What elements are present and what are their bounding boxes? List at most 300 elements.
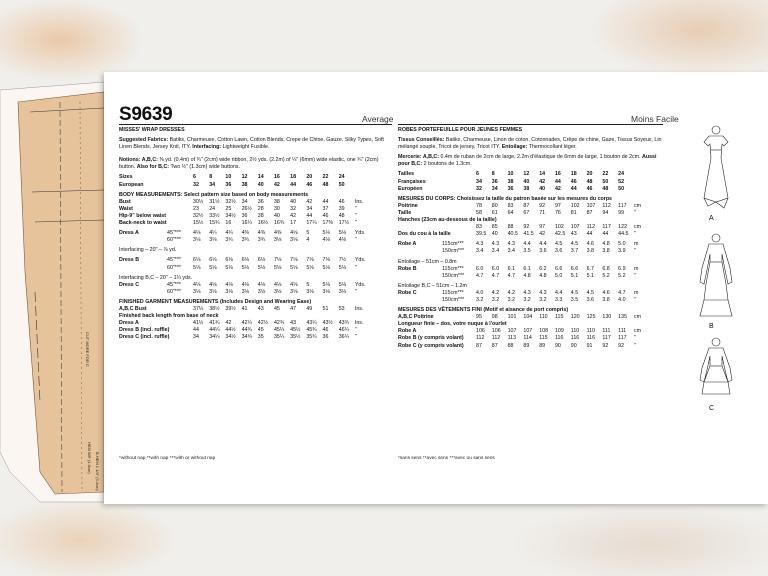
cell-value: 7⅛ <box>273 257 282 264</box>
cell-value: 44 <box>306 212 313 219</box>
cell-value: 14 <box>539 171 546 178</box>
length-row <box>398 328 652 335</box>
row-label <box>398 273 442 280</box>
cell-value: 40 <box>290 198 297 205</box>
row-label: European <box>119 181 144 188</box>
cell-value: 4⅛ <box>209 281 217 288</box>
en-footnote: *without nap **with nap ***with or without nap <box>119 456 216 461</box>
hips-row <box>398 224 652 231</box>
fr-fabrics: Tissus Conseillés: Batiks, Charmeuse, Linon de coton, Cotonnades, Crêpe de chine, Gaze, Tissus Soyeux, Lin mélangé souple, Tricot de jersey, Tricot ITY. Entoilage: Thermocollant léger. <box>398 137 662 151</box>
cell-value: 14 <box>257 174 264 181</box>
pattern-number: S9639 <box>119 104 173 125</box>
row-sub: 60"*** <box>167 264 181 271</box>
cell-value: 97 <box>554 202 561 209</box>
cell-value: 50 <box>602 178 609 185</box>
cell-value: 34½ <box>225 212 236 219</box>
view-b-dress <box>700 234 732 316</box>
cell-value: 40 <box>491 231 498 238</box>
cell-value: 115 <box>539 335 548 342</box>
cell-value: 3¾ <box>257 237 266 244</box>
cell-value: 17½ <box>338 220 349 227</box>
cell-value: 78 <box>476 202 482 209</box>
row-label: Dress C (incl. ruffle) <box>119 334 170 341</box>
cell-value: 3.6 <box>586 296 594 303</box>
row-label: Européen <box>398 185 423 192</box>
cell-value: 5⅛ <box>322 230 330 237</box>
body-row <box>398 203 652 210</box>
cell-value: 50 <box>618 185 625 192</box>
cell-value: 51 <box>322 305 329 312</box>
row-label: Dress A <box>119 230 139 237</box>
row-sub <box>442 179 476 186</box>
fr-notions: Mercerie: A,B,C: 0.4m de ruban de 2cm de large, 2.2m d'élastique de 6mm de large, 1 bouton de 2cm. Aussi pour B,C: 2 boutons de 1.3cm. <box>398 154 657 168</box>
cell-value: 46 <box>570 178 577 185</box>
view-b-label: B <box>709 323 714 330</box>
cell-value: 16¼ <box>241 220 252 227</box>
cell-value: 107 <box>570 224 580 231</box>
yardage-row <box>119 257 373 264</box>
en-size-table <box>119 174 373 188</box>
row-label <box>119 237 167 244</box>
row-unit: Yds. <box>354 230 366 237</box>
cell-value: 48 <box>602 185 609 192</box>
cell-value: 83 <box>476 224 482 231</box>
cell-value: 38 <box>257 212 264 219</box>
cell-value: 135 <box>618 314 628 321</box>
cell-value: 18 <box>290 174 297 181</box>
cell-value: 39½ <box>225 305 236 312</box>
cell-value: 39 <box>338 205 345 212</box>
cell-value: 4⅛ <box>241 281 249 288</box>
cell-value: 6.0 <box>491 265 500 272</box>
cell-value: 42 <box>539 231 546 238</box>
cell-value: 44¼ <box>209 327 220 334</box>
row-unit: cm <box>633 328 642 335</box>
cell-value: 5⅛ <box>338 281 347 288</box>
cell-value: 4.8 <box>602 241 610 248</box>
row-label: Waist <box>119 205 133 212</box>
cell-value: 15¾ <box>209 220 220 227</box>
cell-value: 44½ <box>225 327 236 334</box>
cell-value: 5⅛ <box>241 264 249 271</box>
cell-value: 113 <box>507 335 517 342</box>
en-interfacing-a: Interfacing – 20" – ⅞ yd. <box>119 247 177 254</box>
cell-value: 3⅛ <box>225 288 233 295</box>
cell-value: 87 <box>586 209 593 216</box>
en-fabrics: Suggested Fabrics: Batiks, Charmeuse, Cotton Lawn, Cotton Blends, Crepe de Chine, Gauze, Silky Types, Soft Linen Blends, Jersey Knit, ITY. Interfacing: Lightweight Fusible. <box>119 137 384 151</box>
en-title: MISSES' WRAP DRESSES <box>119 127 185 133</box>
cell-value: 45¼ <box>273 327 285 334</box>
cell-value: 36 <box>491 178 498 185</box>
cell-value: 46 <box>322 327 329 334</box>
cell-value: 87 <box>476 342 482 349</box>
row-label: Françaises <box>398 178 426 185</box>
fr-title: ROBES PORTEFEUILLE POUR JEUNES FEMMES <box>398 127 523 133</box>
cell-value: 3⅛ <box>273 288 282 295</box>
length-row <box>119 320 373 327</box>
cell-value: 3⅛ <box>241 288 249 295</box>
level-en: Average <box>362 114 394 124</box>
cell-value: 7⅛ <box>306 257 314 264</box>
cell-value: 88 <box>507 342 514 349</box>
cell-value: 112 <box>491 335 501 342</box>
row-unit <box>355 182 373 189</box>
cell-value: 45¾ <box>306 327 317 334</box>
cell-value: 41½ <box>193 320 204 327</box>
cell-value: 36 <box>507 185 514 192</box>
cell-value: 5⅛ <box>322 264 330 271</box>
fr-body-table <box>398 203 652 238</box>
cell-value: 6 <box>193 174 196 181</box>
yardage-row <box>398 241 652 248</box>
pattern-envelope-back <box>104 72 768 504</box>
cell-value: 42¾ <box>273 320 285 327</box>
en-body-title: BODY MEASUREMENTS: Select pattern size based on body measurements <box>119 191 309 198</box>
cell-value: 6⅛ <box>225 257 233 264</box>
cell-value: 44 <box>602 231 609 238</box>
cell-value: 16½ <box>257 220 269 227</box>
cell-value: 5.2 <box>602 272 610 279</box>
en-dress-c-table <box>119 282 373 296</box>
cell-value: 102 <box>554 224 564 231</box>
cell-value: 38 <box>241 181 248 188</box>
row-label: Robe A <box>398 241 417 248</box>
cell-value: 5 <box>306 230 310 237</box>
cell-value: 94 <box>602 209 609 216</box>
row-unit: cm <box>633 224 642 231</box>
cell-value: 106 <box>476 328 485 335</box>
cell-value: 4⅛ <box>290 230 298 237</box>
cell-value: 107 <box>586 202 596 209</box>
row-sub: 60"*** <box>167 288 181 295</box>
cell-value: 44.5 <box>618 231 629 238</box>
french-row <box>398 179 652 186</box>
cell-value: 3.8 <box>586 248 594 255</box>
cell-value: 110 <box>586 328 596 335</box>
cell-value: 40 <box>539 185 546 192</box>
cell-value: 34 <box>193 334 199 341</box>
cell-value: 30½ <box>193 198 204 205</box>
cell-value: 38½ <box>209 305 220 312</box>
row-sub: 115cm*** <box>442 265 464 272</box>
cell-value: 3.3 <box>554 296 563 303</box>
cell-value: 116 <box>570 335 580 342</box>
cell-value: 3.2 <box>476 296 484 303</box>
french-column <box>398 127 663 350</box>
cell-value: 3.8 <box>602 296 610 303</box>
row-sub <box>167 174 193 181</box>
size-row <box>398 171 652 178</box>
cell-value: 5.2 <box>618 272 626 279</box>
cell-value: 87 <box>523 202 530 209</box>
cell-value: 112 <box>602 202 611 209</box>
row-label <box>398 224 476 231</box>
cell-value: 17 <box>290 220 297 227</box>
cell-value: 45 <box>273 305 280 312</box>
row-sub: 45"*** <box>167 230 181 237</box>
cell-value: 34 <box>241 198 248 205</box>
cell-value: 42 <box>539 178 546 185</box>
cell-value: 99 <box>618 209 625 216</box>
cell-value: 4.5 <box>570 289 579 296</box>
back-row <box>398 231 652 238</box>
cell-value: 4⅛ <box>225 281 233 288</box>
row-sub: 115cm*** <box>442 241 464 248</box>
cell-value: 8 <box>491 171 495 178</box>
cell-value: 36 <box>241 212 248 219</box>
en-body-table <box>119 199 373 227</box>
view-c-label: C <box>709 405 715 412</box>
row-label: A,B,C Poitrine <box>398 314 434 321</box>
cell-value: 46 <box>306 181 313 188</box>
cell-value: 4⅜ <box>241 230 249 237</box>
row-unit: " <box>354 334 357 341</box>
cell-value: 87 <box>491 342 498 349</box>
cell-value: 67 <box>523 209 530 216</box>
cell-value: 38 <box>507 178 514 185</box>
cell-value: 5⅛ <box>322 281 330 288</box>
cell-value: 24 <box>338 174 345 181</box>
yardage-row <box>119 230 373 237</box>
yardage-row <box>398 290 652 297</box>
row-unit: Ins. <box>354 305 364 312</box>
cell-value: 5⅛ <box>338 230 347 237</box>
row-unit: " <box>633 209 636 216</box>
cell-value: 16 <box>273 174 280 181</box>
cell-value: 25 <box>225 205 232 212</box>
cell-value: 3.2 <box>539 296 547 303</box>
cell-value: 24 <box>209 205 216 212</box>
cell-value: 4.6 <box>602 289 610 296</box>
en-dress-a-table <box>119 230 373 244</box>
cell-value: 41 <box>241 305 248 312</box>
cell-value: 10 <box>225 174 232 181</box>
cell-value: 3⅛ <box>257 288 266 295</box>
cell-value: 42 <box>290 212 297 219</box>
cell-value: 4⅛ <box>193 230 201 237</box>
length-row <box>398 343 652 350</box>
cell-value: 6 <box>476 171 479 178</box>
cell-value: 35¼ <box>273 334 285 341</box>
row-label: Dos du cou à la taille <box>398 231 451 238</box>
row-unit: " <box>354 288 357 295</box>
cell-value: 47 <box>290 305 297 312</box>
cell-value: 4.3 <box>539 289 547 296</box>
view-a-dress <box>704 126 728 208</box>
cell-value: 95 <box>476 314 482 321</box>
european-row <box>119 182 373 189</box>
cell-value: 4⅛ <box>257 281 266 288</box>
cell-value: 108 <box>539 328 549 335</box>
cell-value: 3⅛ <box>290 288 298 295</box>
cell-value: 42 <box>225 320 232 327</box>
cell-value: 5.1 <box>586 272 594 279</box>
cell-value: 32½ <box>225 198 236 205</box>
yardage-row <box>398 248 652 255</box>
cell-value: 38 <box>523 185 530 192</box>
hips-note: Hanches (23cm au-dessous de la taille) <box>398 217 497 224</box>
cell-value: 31½ <box>209 198 220 205</box>
cell-value: 116 <box>554 335 564 342</box>
cell-value: 3.2 <box>491 296 500 303</box>
cell-value: 107 <box>507 328 517 335</box>
row-unit: " <box>354 220 357 227</box>
cell-value: 4⅛ <box>338 237 347 244</box>
size-row <box>119 174 373 181</box>
cell-value: 92 <box>618 342 625 349</box>
cell-value: 43 <box>257 305 264 312</box>
pattern-label-1: CUT MORE FOR C <box>85 332 90 367</box>
cell-value: 15½ <box>193 220 204 227</box>
row-unit <box>355 174 373 181</box>
cell-value: 110 <box>570 328 580 335</box>
cell-value: 106 <box>491 328 501 335</box>
row-unit: m <box>633 241 639 248</box>
cell-value: 16 <box>225 220 232 227</box>
length-row <box>398 335 652 342</box>
en-back-length-title: Finished back length from base of neck <box>119 313 219 320</box>
row-sub: 60"*** <box>167 237 181 244</box>
row-unit: Yds. <box>354 281 366 288</box>
cell-value: 4⅛ <box>193 281 201 288</box>
cell-value: 110 <box>539 314 548 321</box>
fr-robe-c-table <box>398 290 652 304</box>
cell-value: 35½ <box>290 334 301 341</box>
cell-value: 28 <box>257 205 264 212</box>
row-unit: " <box>633 231 636 238</box>
cell-value: 17⅜ <box>322 220 333 227</box>
row-unit: Ins. <box>354 198 364 205</box>
row-label: Hip-9" below waist <box>119 212 166 219</box>
view-illustrations <box>676 120 756 420</box>
cell-value: 111 <box>618 328 627 335</box>
cell-value: 44 <box>290 181 297 188</box>
fr-back-length-title: Longueur finie – dos, votre nuque à l'ourlet <box>398 321 507 328</box>
row-sub <box>167 182 193 189</box>
row-label: Sizes <box>119 174 133 181</box>
cell-value: 40 <box>273 212 280 219</box>
cell-value: 43¾ <box>338 320 349 327</box>
cell-value: 4⅛ <box>273 281 282 288</box>
cell-value: 36 <box>225 181 232 188</box>
cell-value: 3.5 <box>523 248 531 255</box>
row-unit: " <box>354 237 357 244</box>
cell-value: 12 <box>523 171 530 178</box>
row-unit: " <box>354 327 357 334</box>
cell-value: 4.4 <box>523 241 531 248</box>
en-finished-bust-table <box>119 306 373 313</box>
view-a-label: A <box>709 215 714 222</box>
cell-value: 3.7 <box>570 248 579 255</box>
cell-value: 5⅛ <box>290 264 298 271</box>
cell-value: 6.6 <box>570 265 579 272</box>
cell-value: 38 <box>273 198 280 205</box>
cell-value: 49 <box>306 305 313 312</box>
yardage-row <box>119 289 373 296</box>
fr-length-table <box>398 328 652 349</box>
cell-value: 81 <box>570 209 577 216</box>
cell-value: 22 <box>322 174 329 181</box>
cell-value: 5⅛ <box>257 264 266 271</box>
cell-value: 6.2 <box>539 265 547 272</box>
row-label: Robe C <box>398 289 417 296</box>
cell-value: 4.3 <box>507 241 515 248</box>
cell-value: 40 <box>257 181 264 188</box>
body-row <box>119 206 373 213</box>
row-unit <box>634 171 652 178</box>
cell-value: 3⅛ <box>273 237 282 244</box>
body-row <box>119 213 373 220</box>
row-sub: 45"*** <box>167 257 181 264</box>
cell-value: 4.2 <box>491 289 500 296</box>
cell-value: 32½ <box>193 212 204 219</box>
yardage-row <box>119 265 373 272</box>
fr-entoilage-a: Entoilage – 51cm – 0.8m <box>398 258 457 265</box>
cell-value: 109 <box>554 328 564 335</box>
row-label: Robe A <box>398 328 417 335</box>
cell-value: 4⅜ <box>257 230 266 237</box>
cell-value: 17¼ <box>306 220 317 227</box>
fr-footnote: *sans sens **avec sens ***avec ou sans sens <box>398 456 495 461</box>
row-sub <box>442 186 476 193</box>
cell-value: 90 <box>570 342 577 349</box>
finished-bust-row <box>398 314 652 321</box>
cell-value: 34¾ <box>241 334 252 341</box>
cell-value: 8 <box>209 174 213 181</box>
cell-value: 3¾ <box>225 237 233 244</box>
cell-value: 88 <box>507 224 514 231</box>
cell-value: 48 <box>338 212 345 219</box>
cell-value: 92 <box>523 224 530 231</box>
cell-value: 3⅛ <box>338 288 347 295</box>
cell-value: 5⅛ <box>193 264 201 271</box>
pattern-label-3: B.HEM 1 1/4" (3.2cm) <box>95 452 100 491</box>
en-dress-b-table <box>119 257 373 271</box>
cell-value: 85 <box>491 224 498 231</box>
cell-value: 53 <box>338 305 345 312</box>
cell-value: 39.5 <box>476 231 487 238</box>
cell-value: 6⅛ <box>241 257 249 264</box>
cell-value: 37½ <box>193 305 204 312</box>
cell-value: 4.7 <box>507 272 515 279</box>
length-row <box>119 327 373 334</box>
cell-value: 4.0 <box>476 289 484 296</box>
cell-value: 20 <box>306 174 313 181</box>
cell-value: 46 <box>338 198 345 205</box>
cell-value: 48 <box>586 178 593 185</box>
cell-value: 4.6 <box>586 241 594 248</box>
row-label: Dress B (incl. ruffle) <box>119 327 170 334</box>
cell-value: 4.2 <box>507 289 515 296</box>
length-row <box>119 334 373 341</box>
finished-bust-row <box>119 306 373 313</box>
en-length-table <box>119 320 373 341</box>
cell-value: 3.5 <box>570 296 579 303</box>
cell-value: 4.5 <box>570 241 579 248</box>
cell-value: 6.7 <box>586 265 594 272</box>
cell-value: 61 <box>491 209 498 216</box>
cell-value: 83 <box>507 202 514 209</box>
cell-value: 43½ <box>322 320 333 327</box>
cell-value: 3.6 <box>554 248 563 255</box>
cell-value: 6.1 <box>523 265 531 272</box>
cell-value: 89 <box>539 342 546 349</box>
row-label: Dress B <box>119 257 140 264</box>
cell-value: 42.5 <box>554 231 566 238</box>
body-row <box>119 199 373 206</box>
cell-value: 4.3 <box>523 289 531 296</box>
cell-value: 3.2 <box>507 296 515 303</box>
